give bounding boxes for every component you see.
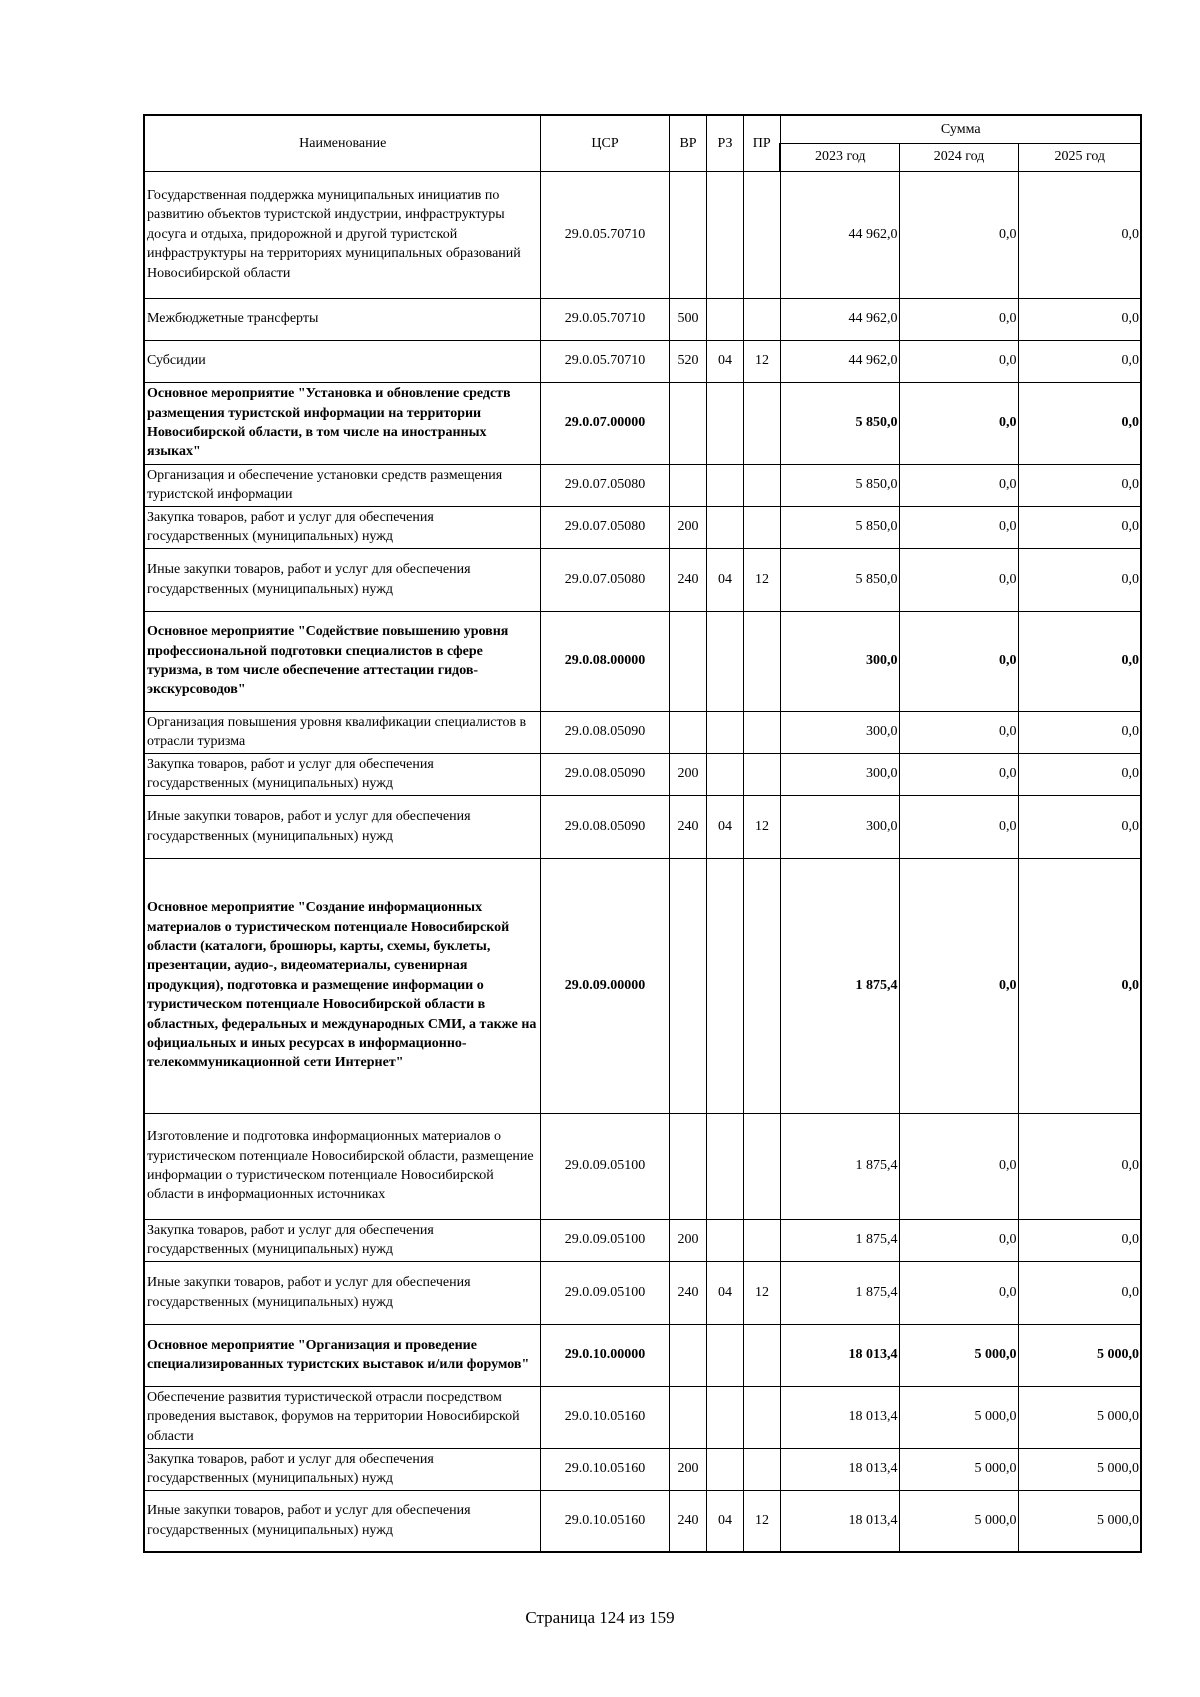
- row-2023-cell: 18 013,4: [780, 1324, 899, 1386]
- row-2024-cell: 0,0: [899, 795, 1018, 858]
- row-csr-cell: 29.0.09.05100: [540, 1261, 669, 1324]
- row-vr-cell: [669, 382, 706, 464]
- row-2023-cell: 5 850,0: [780, 506, 899, 548]
- row-rz-cell: [706, 858, 743, 1113]
- row-rz-cell: [706, 1448, 743, 1490]
- row-name-cell: Основное мероприятие "Организация и проведение специализированных туристских выставок и/или форумов": [144, 1324, 540, 1386]
- row-name-cell: Иные закупки товаров, работ и услуг для обеспечения государственных (муниципальных) нужд: [144, 1490, 540, 1552]
- table-row: [144, 382, 1141, 464]
- row-pr-cell: [743, 1113, 780, 1219]
- row-2025-cell: 0,0: [1018, 795, 1141, 858]
- row-pr-cell: [743, 298, 780, 340]
- row-2025-cell: 0,0: [1018, 382, 1141, 464]
- row-pr-cell: [743, 382, 780, 464]
- row-pr-cell: [743, 858, 780, 1113]
- row-rz-cell: [706, 611, 743, 711]
- row-csr-cell: 29.0.08.05090: [540, 753, 669, 795]
- row-csr-cell: 29.0.08.05090: [540, 795, 669, 858]
- header-pr: ПР: [743, 115, 780, 171]
- header-vr: ВР: [669, 115, 706, 171]
- table-row: [144, 711, 1141, 753]
- table-row: [144, 1386, 1141, 1448]
- row-2025-cell: 0,0: [1018, 548, 1141, 611]
- row-2024-cell: 0,0: [899, 753, 1018, 795]
- row-csr-cell: 29.0.07.00000: [540, 382, 669, 464]
- table-row: [144, 506, 1141, 548]
- table-row: [144, 1113, 1141, 1219]
- row-vr-cell: [669, 1386, 706, 1448]
- row-csr-cell: 29.0.07.05080: [540, 506, 669, 548]
- row-2025-cell: 0,0: [1018, 1113, 1141, 1219]
- row-vr-cell: 200: [669, 1448, 706, 1490]
- row-vr-cell: [669, 1113, 706, 1219]
- page-number: Страница 124 из 159: [525, 1608, 675, 1627]
- row-2025-cell: 5 000,0: [1018, 1448, 1141, 1490]
- row-csr-cell: 29.0.09.00000: [540, 858, 669, 1113]
- row-csr-cell: 29.0.10.05160: [540, 1448, 669, 1490]
- row-csr-cell: 29.0.10.05160: [540, 1386, 669, 1448]
- row-2024-cell: 0,0: [899, 506, 1018, 548]
- row-2024-cell: 5 000,0: [899, 1386, 1018, 1448]
- row-2023-cell: 300,0: [780, 611, 899, 711]
- row-vr-cell: 240: [669, 795, 706, 858]
- row-2025-cell: 0,0: [1018, 464, 1141, 506]
- row-2023-cell: 18 013,4: [780, 1490, 899, 1552]
- table-row: [144, 464, 1141, 506]
- row-rz-cell: 04: [706, 1261, 743, 1324]
- row-pr-cell: [743, 1324, 780, 1386]
- row-vr-cell: 200: [669, 506, 706, 548]
- row-pr-cell: [743, 711, 780, 753]
- row-2023-cell: 300,0: [780, 795, 899, 858]
- row-pr-cell: 12: [743, 548, 780, 611]
- row-rz-cell: [706, 1324, 743, 1386]
- row-rz-cell: 04: [706, 1490, 743, 1552]
- row-2025-cell: 5 000,0: [1018, 1490, 1141, 1552]
- row-pr-cell: [743, 1386, 780, 1448]
- header-name: Наименование: [144, 115, 540, 171]
- row-2024-cell: 5 000,0: [899, 1448, 1018, 1490]
- row-2023-cell: 18 013,4: [780, 1448, 899, 1490]
- row-2024-cell: 0,0: [899, 171, 1018, 298]
- row-2023-cell: 44 962,0: [780, 340, 899, 382]
- row-2025-cell: 0,0: [1018, 1261, 1141, 1324]
- row-name-cell: Обеспечение развития туристической отрасли посредством проведения выставок, форумов на территории Новосибирской области: [144, 1386, 540, 1448]
- row-2024-cell: 0,0: [899, 464, 1018, 506]
- row-2024-cell: 0,0: [899, 298, 1018, 340]
- row-csr-cell: 29.0.07.05080: [540, 464, 669, 506]
- row-vr-cell: 500: [669, 298, 706, 340]
- row-rz-cell: [706, 1219, 743, 1261]
- row-2024-cell: 0,0: [899, 548, 1018, 611]
- row-vr-cell: 200: [669, 753, 706, 795]
- row-name-cell: Иные закупки товаров, работ и услуг для обеспечения государственных (муниципальных) нужд: [144, 1261, 540, 1324]
- row-2023-cell: 300,0: [780, 711, 899, 753]
- row-2024-cell: 0,0: [899, 1219, 1018, 1261]
- row-csr-cell: 29.0.05.70710: [540, 171, 669, 298]
- table-header: [144, 115, 1141, 171]
- row-rz-cell: 04: [706, 340, 743, 382]
- row-pr-cell: [743, 1448, 780, 1490]
- table-row: [144, 611, 1141, 711]
- table-row: [144, 1261, 1141, 1324]
- row-rz-cell: [706, 1386, 743, 1448]
- row-rz-cell: [706, 753, 743, 795]
- row-csr-cell: 29.0.09.05100: [540, 1113, 669, 1219]
- row-vr-cell: 240: [669, 1261, 706, 1324]
- row-name-cell: Организация повышения уровня квалификации специалистов в отрасли туризма: [144, 711, 540, 753]
- row-2025-cell: 0,0: [1018, 1219, 1141, 1261]
- row-vr-cell: 240: [669, 1490, 706, 1552]
- row-2023-cell: 1 875,4: [780, 1113, 899, 1219]
- row-pr-cell: [743, 753, 780, 795]
- row-name-cell: Закупка товаров, работ и услуг для обеспечения государственных (муниципальных) нужд: [144, 506, 540, 548]
- row-rz-cell: [706, 171, 743, 298]
- table-row: [144, 1219, 1141, 1261]
- row-pr-cell: 12: [743, 795, 780, 858]
- table-row: [144, 858, 1141, 1113]
- row-vr-cell: [669, 611, 706, 711]
- table-row: [144, 340, 1141, 382]
- row-2024-cell: 0,0: [899, 1113, 1018, 1219]
- header-2023: 2023 год: [780, 143, 899, 171]
- row-2025-cell: 0,0: [1018, 340, 1141, 382]
- row-2023-cell: 1 875,4: [780, 1261, 899, 1324]
- table-row: [144, 548, 1141, 611]
- table-row: [144, 1448, 1141, 1490]
- row-2024-cell: 0,0: [899, 340, 1018, 382]
- row-2024-cell: 0,0: [899, 382, 1018, 464]
- row-pr-cell: [743, 1219, 780, 1261]
- row-rz-cell: 04: [706, 548, 743, 611]
- row-2025-cell: 0,0: [1018, 298, 1141, 340]
- row-2023-cell: 5 850,0: [780, 548, 899, 611]
- row-csr-cell: 29.0.10.00000: [540, 1324, 669, 1386]
- row-vr-cell: [669, 464, 706, 506]
- row-2023-cell: 5 850,0: [780, 382, 899, 464]
- row-name-cell: Субсидии: [144, 340, 540, 382]
- row-rz-cell: [706, 506, 743, 548]
- budget-table: [143, 114, 1142, 1553]
- row-csr-cell: 29.0.05.70710: [540, 298, 669, 340]
- row-2024-cell: 5 000,0: [899, 1324, 1018, 1386]
- row-name-cell: Основное мероприятие "Создание информационных материалов о туристическом потенциале Новосибирской области (каталоги, брошюры, карты, схемы, буклеты, презентации, аудио-, видеоматериалы, сувенирная продукция), подготовка и размещение информации о туристическом потенциале Новосибирской области в областных, федеральных и международных СМИ, а также на официальных и иных ресурсах в информационно-телекоммуникационной сети Интернет": [144, 858, 540, 1113]
- table-row: [144, 753, 1141, 795]
- row-name-cell: Закупка товаров, работ и услуг для обеспечения государственных (муниципальных) нужд: [144, 1448, 540, 1490]
- row-2025-cell: 0,0: [1018, 171, 1141, 298]
- row-vr-cell: [669, 171, 706, 298]
- row-2025-cell: 0,0: [1018, 711, 1141, 753]
- header-csr: ЦСР: [540, 115, 669, 171]
- row-vr-cell: 520: [669, 340, 706, 382]
- row-name-cell: Закупка товаров, работ и услуг для обеспечения государственных (муниципальных) нужд: [144, 1219, 540, 1261]
- row-pr-cell: [743, 171, 780, 298]
- row-rz-cell: [706, 382, 743, 464]
- row-2025-cell: 0,0: [1018, 858, 1141, 1113]
- row-pr-cell: [743, 506, 780, 548]
- row-name-cell: Иные закупки товаров, работ и услуг для обеспечения государственных (муниципальных) нужд: [144, 548, 540, 611]
- row-2023-cell: 18 013,4: [780, 1386, 899, 1448]
- row-2023-cell: 300,0: [780, 753, 899, 795]
- row-rz-cell: [706, 464, 743, 506]
- header-sum: Сумма: [780, 115, 1141, 143]
- row-2023-cell: 5 850,0: [780, 464, 899, 506]
- row-pr-cell: 12: [743, 340, 780, 382]
- row-vr-cell: [669, 858, 706, 1113]
- row-rz-cell: [706, 298, 743, 340]
- row-2025-cell: 0,0: [1018, 611, 1141, 711]
- row-2025-cell: 5 000,0: [1018, 1324, 1141, 1386]
- row-2023-cell: 1 875,4: [780, 1219, 899, 1261]
- row-2025-cell: 5 000,0: [1018, 1386, 1141, 1448]
- row-vr-cell: 240: [669, 548, 706, 611]
- row-vr-cell: [669, 1324, 706, 1386]
- row-pr-cell: 12: [743, 1490, 780, 1552]
- row-rz-cell: [706, 711, 743, 753]
- row-vr-cell: 200: [669, 1219, 706, 1261]
- header-2024: 2024 год: [899, 143, 1018, 171]
- row-2025-cell: 0,0: [1018, 753, 1141, 795]
- row-2024-cell: 0,0: [899, 711, 1018, 753]
- row-2023-cell: 44 962,0: [780, 171, 899, 298]
- row-csr-cell: 29.0.09.05100: [540, 1219, 669, 1261]
- row-name-cell: Основное мероприятие "Содействие повышению уровня профессиональной подготовки специалистов в сфере туризма, в том числе обеспечение аттестации гидов-экскурсоводов": [144, 611, 540, 711]
- row-2025-cell: 0,0: [1018, 506, 1141, 548]
- row-2023-cell: 44 962,0: [780, 298, 899, 340]
- row-name-cell: Межбюджетные трансферты: [144, 298, 540, 340]
- row-csr-cell: 29.0.08.05090: [540, 711, 669, 753]
- row-pr-cell: [743, 464, 780, 506]
- table-row: [144, 795, 1141, 858]
- row-pr-cell: [743, 611, 780, 711]
- row-name-cell: Основное мероприятие "Установка и обновление средств размещения туристской информации на территории Новосибирской области, в том числе на иностранных языках": [144, 382, 540, 464]
- table-row: [144, 298, 1141, 340]
- table-row: [144, 171, 1141, 298]
- row-rz-cell: 04: [706, 795, 743, 858]
- row-csr-cell: 29.0.10.05160: [540, 1490, 669, 1552]
- row-name-cell: Государственная поддержка муниципальных инициатив по развитию объектов туристской индустрии, инфраструктуры досуга и отдыха, придорожной и другой туристской инфраструктуры на территориях муниципальных образований Новосибирской области: [144, 171, 540, 298]
- row-2024-cell: 0,0: [899, 611, 1018, 711]
- header-2025: 2025 год: [1018, 143, 1141, 171]
- table-row: [144, 1324, 1141, 1386]
- row-name-cell: Иные закупки товаров, работ и услуг для обеспечения государственных (муниципальных) нужд: [144, 795, 540, 858]
- row-vr-cell: [669, 711, 706, 753]
- row-csr-cell: 29.0.07.05080: [540, 548, 669, 611]
- row-csr-cell: 29.0.08.00000: [540, 611, 669, 711]
- row-2024-cell: 0,0: [899, 1261, 1018, 1324]
- row-csr-cell: 29.0.05.70710: [540, 340, 669, 382]
- row-2024-cell: 0,0: [899, 858, 1018, 1113]
- header-rz: РЗ: [706, 115, 743, 171]
- table-body: [144, 171, 1141, 1552]
- row-2024-cell: 5 000,0: [899, 1490, 1018, 1552]
- row-name-cell: Организация и обеспечение установки средств размещения туристской информации: [144, 464, 540, 506]
- row-name-cell: Изготовление и подготовка информационных материалов о туристическом потенциале Новосибирской области, размещение информации о туристическом потенциале Новосибирской области в информационных источниках: [144, 1113, 540, 1219]
- table-row: [144, 1490, 1141, 1552]
- row-pr-cell: 12: [743, 1261, 780, 1324]
- row-name-cell: Закупка товаров, работ и услуг для обеспечения государственных (муниципальных) нужд: [144, 753, 540, 795]
- row-rz-cell: [706, 1113, 743, 1219]
- row-2023-cell: 1 875,4: [780, 858, 899, 1113]
